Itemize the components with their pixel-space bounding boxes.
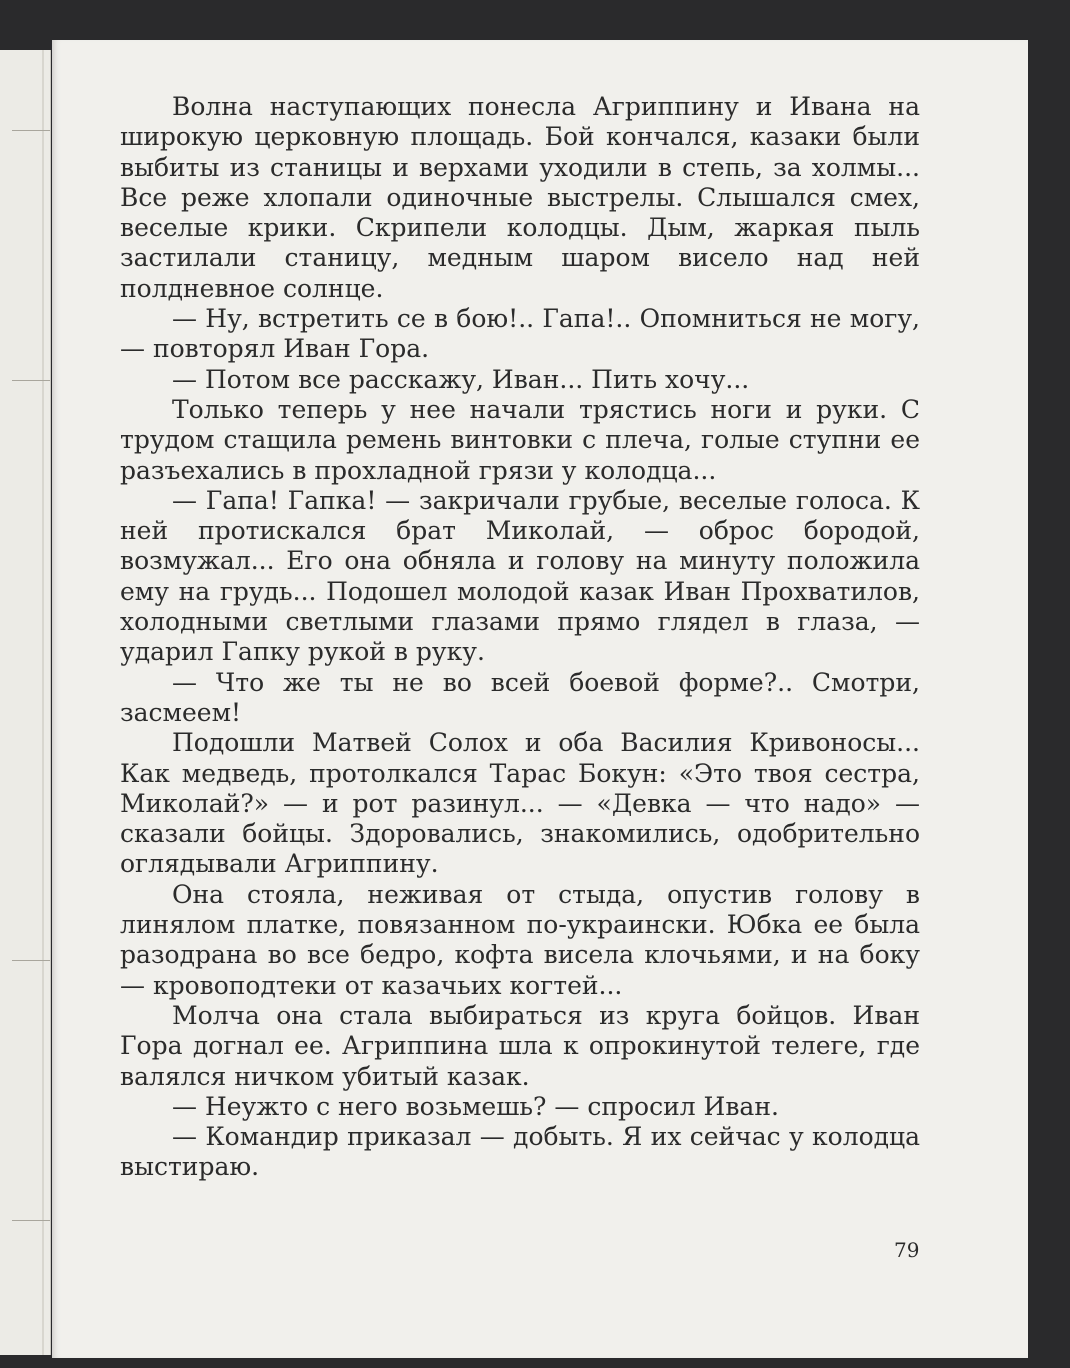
page-body-text: [120, 92, 920, 1183]
paragraph: — Неужто с него возьмешь? — спросил Иван.: [172, 1091, 779, 1121]
previous-page-edge: [0, 50, 51, 1355]
binding-stitch: [12, 380, 50, 381]
paragraph: — Потом все расскажу, Иван... Пить хочу...: [172, 364, 750, 394]
paragraph: — Что же ты не во всей боевой форме?.. Смотри, засмеем!: [120, 667, 920, 727]
paragraph: — Ну, встретить се в бою!.. Гапа!.. Опомниться не могу, — повторял Иван Гора.: [120, 304, 920, 364]
book-page: [52, 40, 1028, 1358]
paragraph: Молча она стала выбираться из круга бойцов. Иван Гора догнал ее. Агриппина шла к опрокинутой телеге, где валялся ничком убитый казак.: [120, 1000, 920, 1091]
paragraph: — Гапа! Гапка! — закричали грубые, веселые голоса. К ней протискался брат Миколай, — оброс бородой, возмужал... Его она обняла и голову на минуту положила ему на грудь... Подошел молодой казак Иван Прохватилов, холодными светлыми глазами прямо глядел в глаза, — ударил Гапку рукой в руку.: [120, 485, 920, 667]
paragraph: — Командир приказал — добыть. Я их сейчас у колодца выстираю.: [120, 1122, 920, 1182]
page-number: 79: [894, 1238, 920, 1262]
binding-stitch: [12, 130, 50, 131]
paragraph: Только теперь у нее начали трястись ноги и руки. С трудом стащила ремень винтовки с плеча, голые ступни ее разъехались в прохладной грязи у колодца...: [120, 394, 920, 485]
paragraph: Подошли Матвей Солох и оба Василия Кривоносы... Как медведь, протолкался Тарас Бокун: «Это твоя сестра, Миколай?» — и рот разинул... — «Девка — что надо» — сказали бойцы. Здоровались, знакомились, одобрительно оглядывали Агриппину.: [120, 728, 920, 879]
paragraph: Она стояла, неживая от стыда, опустив голову в линялом платке, повязанном по-украински. Юбка ее была разодрана во все бедро, кофта висела клочьями, и на боку — кровоподтеки от казачьих когтей...: [120, 879, 920, 1000]
binding-stitch: [12, 1220, 50, 1221]
binding-gutter: [42, 50, 44, 1355]
paragraph: Волна наступающих понесла Агриппину и Ивана на широкую церковную площадь. Бой кончался, казаки были выбиты из станицы и верхами уходили в степь, за холмы... Все реже хлопали одиночные выстрелы. Слышался смех, веселые крики. Скрипели колодцы. Дым, жаркая пыль застилали станицу, медным шаром висело над ней полдневное солнце.: [120, 92, 920, 303]
binding-stitch: [12, 960, 50, 961]
